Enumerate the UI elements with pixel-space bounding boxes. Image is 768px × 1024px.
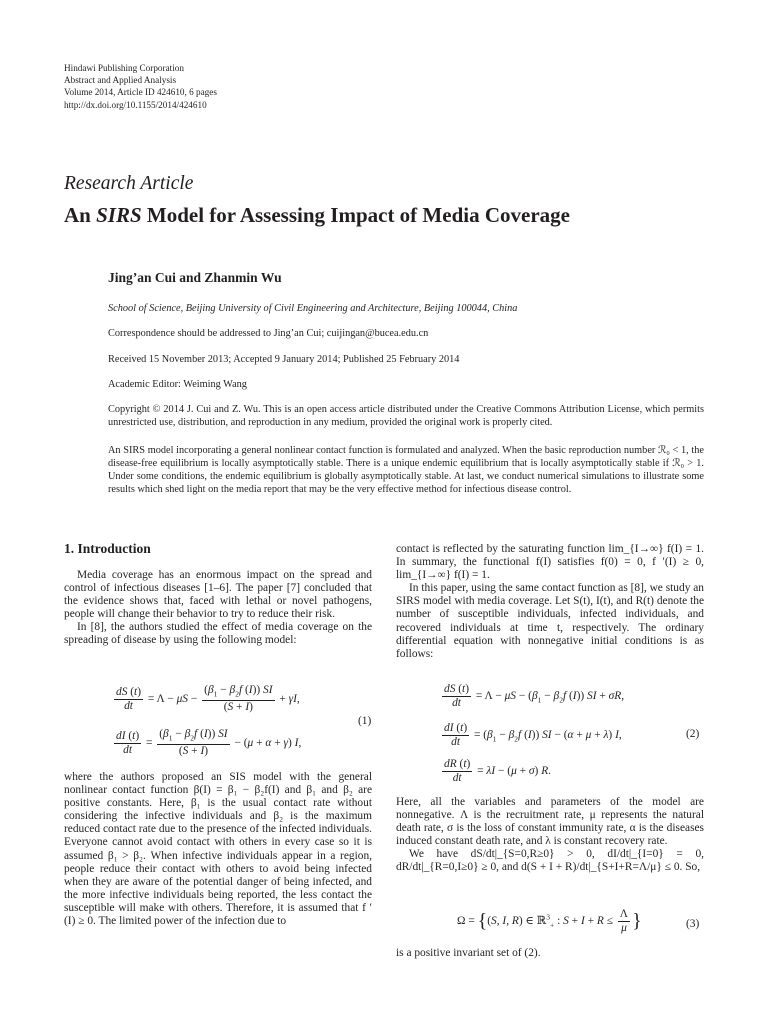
article-title: An SIRS Model for Assessing Impact of Media Coverage [64,203,570,227]
equation-1b: $\frac{dI (t)}{dt}$ = $\frac{(\beta_1 - \beta_2f (I)) SI}{(S + I)}$ − (μ + α + γ) I, [116,728,302,758]
intro-paragraph-7: We have dS/dt|_{S=0,R≥0} > 0, dI/dt|_{I=0} = 0, dR/dt|_{R=0,I≥0} ≥ 0, and d(S + I + R)/dt|_{S+I+R=Λ/μ} ≤ 0. So, [396,848,704,874]
equation-1a: $\frac{dS (t)}{dt}$ = Λ − μS − $\frac{(\beta_1 - \beta_2f (I)) SI}{(S + I)}$ + γI, [116,684,300,714]
right-column-middle [396,796,704,875]
intro-paragraph-5: In this paper, using the same contact function as [8], we study an SIRS model with media coverage. Let S(t), I(t), and R(t) denote the number of susceptible individuals, infected individuals, and recovered individuals at time t, respectively. The ordinary differential equation with nonnegative initial conditions is as follows: [396,582,704,660]
equation-2-number: (2) [686,728,700,740]
affiliation: School of Science, Beijing University of Civil Engineering and Architecture, Beijing 100044, China [108,303,518,314]
journal-header [64,62,217,111]
article-kind: Research Article [64,173,194,194]
equation-2a: $\frac{dS (t)}{dt}$ = $\Lambda - \mu S - (\beta_1 - \beta_2f$ (I)) SI + σR, [444,683,625,709]
intro-paragraph-4: contact is reflected by the saturating function lim_{I→∞} f(I) = 1. In summary, the functional f(I) satisfies f(0) = 0, f ′(I) ≥ 0, lim_{I→∞} f(I) = 1. [396,543,704,582]
academic-editor: Academic Editor: Weiming Wang [108,379,247,390]
journal-line: Abstract and Applied Analysis [64,75,177,86]
publication-dates: Received 15 November 2013; Accepted 9 January 2014; Published 25 February 2014 [108,354,460,365]
left-column-bottom [64,771,372,928]
right-column-top [396,543,704,661]
intro-paragraph-2: In [8], the authors studied the effect of media coverage on the spreading of disease by using the following model: [64,621,372,647]
copyright-notice: Copyright © 2014 J. Cui and Z. Wu. This is an open access article distributed under the Creative Commons Attribution License, which permits unrestricted use, distribution, and reproduction in any medium, provided the original work is properly cited. [108,404,704,428]
intro-paragraph-6: Here, all the variables and parameters of the model are nonnegative. Λ is the recruitment rate, μ represents the natural death rate, σ is the loss of constant immunity rate, α is the diseases induced constant death rate, and λ is constant recovery rate. [396,796,704,848]
equation-1-number: (1) [358,715,372,727]
section-heading: 1. Introduction [64,541,151,556]
intro-paragraph-1: Media coverage has an enormous impact on the spread and control of infectious diseases [1–6]. The paper [7] concluded that the evidence shows that, faced with lethal or novel pathogens, people will change their behavior to try to reduce their risk. [64,569,372,621]
left-column-top [64,569,372,648]
equation-3-number: (3) [686,918,700,930]
equation-2b: $\frac{dI (t)}{dt}$ = ($\beta_1 - \beta_2f$ (I)) SI − (α + μ + λ) I, [444,722,622,748]
intro-paragraph-3: where the authors proposed an SIS model with the general nonlinear contact function β(I) = β₁ − β₂f(I) and β₁ and β₂ are positive constants. Here, β₁ is the usual contact rate without considering the infective individuals and β₂ is the maximum reduced contact rate due to the presence of the infected individuals. Everyone cannot avoid contact with others in every case so it is assumed β₁ > β₂. When infective individuals appear in a region, people reduce their contact with others to avoid being infected when they are aware of the potential danger of being infected, and the more infective individuals being reported, the less contact the susceptible will make with others. Therefore, it is assumed that f ′(I) ≥ 0. The limited power of the infection due to [64,771,372,928]
volume-line: Volume 2014, Article ID 424610, 6 pages [64,87,217,98]
intro-paragraph-8: is a positive invariant set of (2). [396,947,541,959]
article-authors: Jing’an Cui and Zhanmin Wu [108,270,282,285]
publisher-line: Hindawi Publishing Corporation [64,63,184,73]
correspondence: Correspondence should be addressed to Jing’an Cui; cuijingan@bucea.edu.cn [108,328,429,339]
equation-2c: $\frac{dR (t)}{dt}$ = λI − (μ + σ) R. [444,758,552,784]
right-column-bottom [396,947,704,960]
abstract: An SIRS model incorporating a general nonlinear contact function is formulated and analyzed. When the basic reproduction number ℛ₀ < 1, the disease-free equilibrium is locally asymptotically stable. There is a unique endemic equilibrium that is locally asymptotically stable if ℛ₀ > 1. Under some conditions, the endemic equilibrium is globally asymptotically stable. At last, we conduct numerical simulations to illustrate some results which shed light on the media report that may be the very effective method for infectious disease control. [108,445,704,495]
doi-link[interactable]: http://dx.doi.org/10.1155/2014/424610 [64,99,207,110]
equation-3: Ω = {(S, I, R) ∈ ℝ$^3_+$ : S + I + R ≤ $\frac{\Lambda}{\mu}$ } [457,908,642,934]
